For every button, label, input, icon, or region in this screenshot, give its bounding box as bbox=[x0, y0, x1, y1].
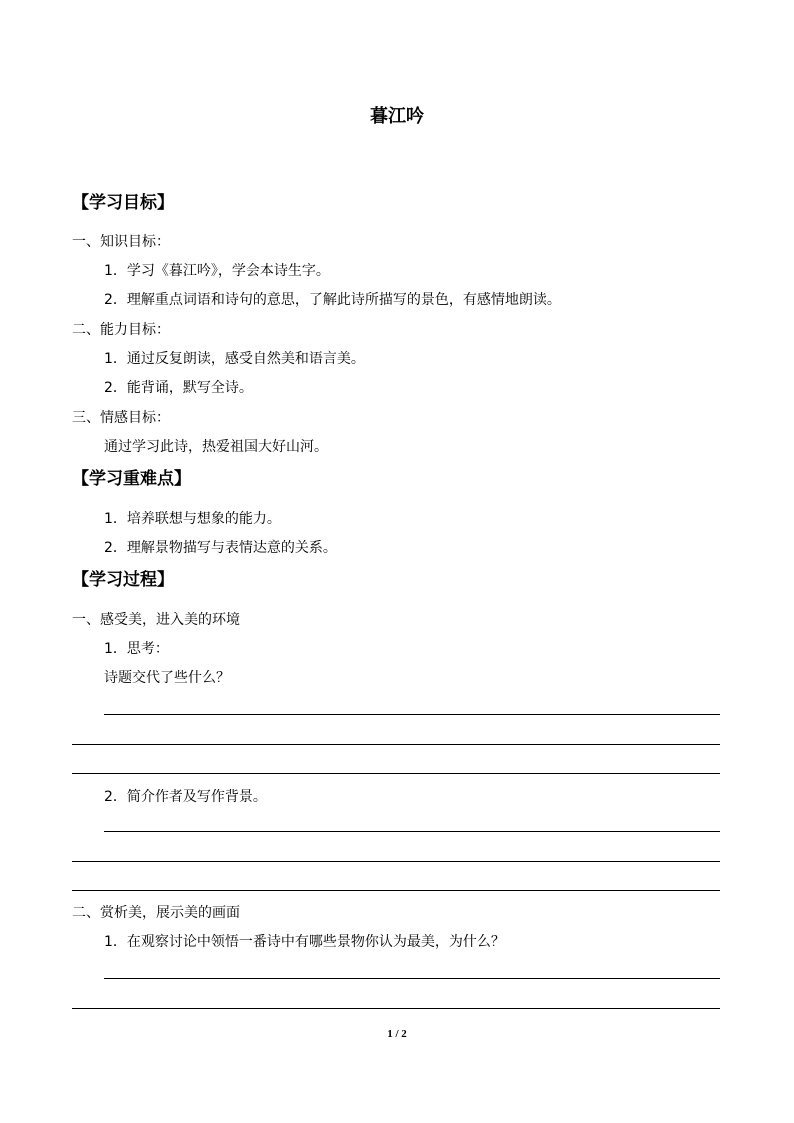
process-part1-heading: 一、感受美，进入美的环境 bbox=[72, 612, 240, 628]
key-point-item-2: 2．理解景物描写与表情达意的关系。 bbox=[104, 540, 337, 556]
process-part2-heading: 二、赏析美，展示美的画面 bbox=[72, 905, 240, 921]
answer-line bbox=[104, 831, 720, 832]
section-heading-process: 【学习过程】 bbox=[72, 570, 174, 590]
page-number: 1 / 2 bbox=[387, 1028, 407, 1040]
process-part1-question-2: 2．简介作者及写作背景。 bbox=[104, 789, 267, 805]
knowledge-goal-item-1: 1．学习《暮江吟》，学会本诗生字。 bbox=[104, 263, 330, 279]
emotion-goal-heading: 三、情感目标： bbox=[72, 410, 170, 426]
ability-goal-item-2: 2．能背诵，默写全诗。 bbox=[104, 380, 253, 396]
document-title: 暮江吟 bbox=[370, 106, 424, 127]
section-heading-key-points: 【学习重难点】 bbox=[72, 469, 191, 489]
process-part1-question-1-label: 1．思考： bbox=[104, 641, 169, 657]
answer-line bbox=[72, 861, 720, 862]
answer-line bbox=[72, 890, 720, 891]
ability-goal-heading: 二、能力目标： bbox=[72, 322, 170, 338]
emotion-goal-item-1: 通过学习此诗，热爱祖国大好山河。 bbox=[104, 439, 328, 455]
knowledge-goal-item-2: 2．理解重点词语和诗句的意思，了解此诗所描写的景色，有感情地朗读。 bbox=[104, 292, 561, 308]
ability-goal-item-1: 1．通过反复朗读，感受自然美和语言美。 bbox=[104, 351, 365, 367]
knowledge-goal-heading: 一、知识目标： bbox=[72, 234, 170, 250]
answer-line bbox=[72, 744, 720, 745]
key-point-item-1: 1．培养联想与想象的能力。 bbox=[104, 511, 281, 527]
process-part1-question-1-text: 诗题交代了些什么？ bbox=[104, 670, 230, 686]
answer-line bbox=[72, 773, 720, 774]
answer-line bbox=[72, 1008, 720, 1009]
answer-line bbox=[104, 714, 720, 715]
answer-line bbox=[104, 978, 720, 979]
process-part2-question-1: 1．在观察讨论中领悟一番诗中有哪些景物你认为最美，为什么？ bbox=[104, 934, 505, 950]
section-heading-goals: 【学习目标】 bbox=[72, 193, 174, 213]
